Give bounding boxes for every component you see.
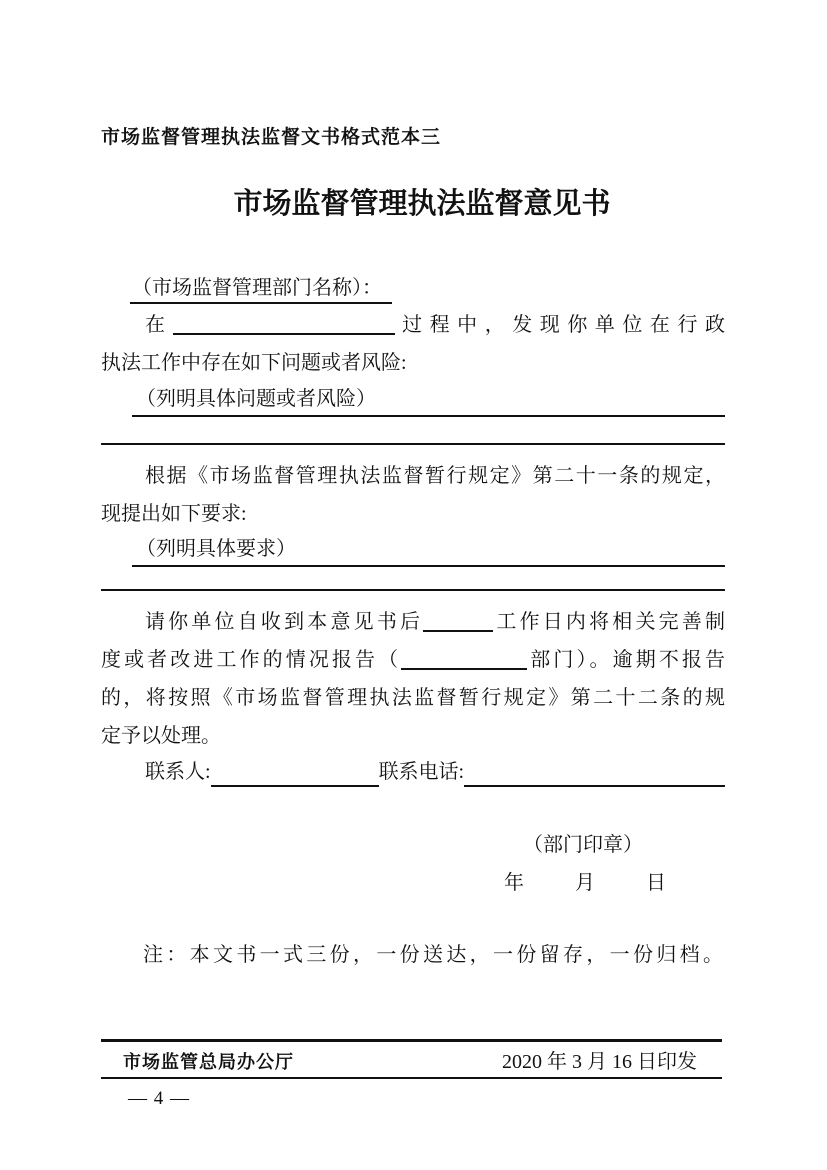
contact-row (145, 757, 725, 787)
para3-line1-suffix: 工作日内将相关完善制 (493, 611, 726, 633)
process-blank-field (173, 315, 395, 335)
para3-line4: 定予以处理。 (101, 725, 221, 747)
para3-line2-suffix: 部门）。逾期不报告 (527, 649, 726, 671)
para3-line1 (101, 608, 725, 636)
seal-row (101, 831, 725, 859)
para1-line2: 执法工作中存在如下问题或者风险: (101, 352, 407, 374)
para1-line1-prefix: 在 (145, 314, 173, 336)
para2-line2: 现提出如下要求: (101, 503, 247, 525)
date-year-label: 年 (504, 872, 524, 894)
contact-person-blank-field (211, 761, 379, 787)
writing-line-2 (101, 589, 725, 591)
para2-line1: 根据《市场监督管理执法监督暂行规定》第二十一条的规定， (145, 465, 725, 487)
requirements-placeholder-row (132, 537, 725, 567)
para3-line3: 的，将按照《市场监督管理执法监督暂行规定》第二十二条的规 (101, 687, 725, 709)
document-title: 市场监督管理执法监督意见书 (233, 188, 611, 220)
writing-line-1 (101, 443, 725, 445)
contact-phone-label: 联系电话: (378, 761, 465, 783)
department-blank-field (401, 650, 527, 670)
date-day-label: 日 (646, 872, 666, 894)
footer-rule-bottom (101, 1077, 722, 1079)
para3-line2-prefix: 度或者改进工作的情况报告（ (101, 649, 402, 671)
header-note: 市场监督管理执法监督文书格式范本三 (101, 127, 442, 148)
working-days-blank-field (423, 612, 493, 632)
footer-issuer: 市场监管总局办公厅 (123, 1052, 294, 1072)
note-line: 注：本文书一式三份，一份送达，一份留存，一份归档。 (143, 944, 723, 966)
date-row (101, 869, 725, 897)
para1-line1 (101, 311, 725, 339)
contact-person-label: 联系人: (145, 761, 211, 783)
para1-line1-suffix: 过程中，发现你单位在行政 (394, 314, 726, 336)
footer-rule-top (101, 1039, 722, 1042)
salutation-text: （市场监督管理部门名称）： (130, 277, 392, 304)
contact-phone-blank-field (464, 761, 725, 787)
para3-line1-prefix: 请你单位自收到本意见书后 (145, 611, 424, 633)
footer-row (101, 1049, 722, 1075)
footer-print-date: 2020 年 3 月 16 日印发 (502, 1051, 697, 1073)
page-number: — 4 — (128, 1088, 190, 1109)
seal-text: （部门印章） (523, 834, 643, 856)
requirements-placeholder-text: （列明具体要求） (136, 538, 296, 560)
date-month-label: 月 (575, 872, 595, 894)
salutation-row (130, 274, 392, 302)
problems-placeholder-row (132, 387, 725, 417)
problems-placeholder-text: （列明具体问题或者风险） (136, 388, 376, 410)
para3-line2 (101, 646, 725, 674)
